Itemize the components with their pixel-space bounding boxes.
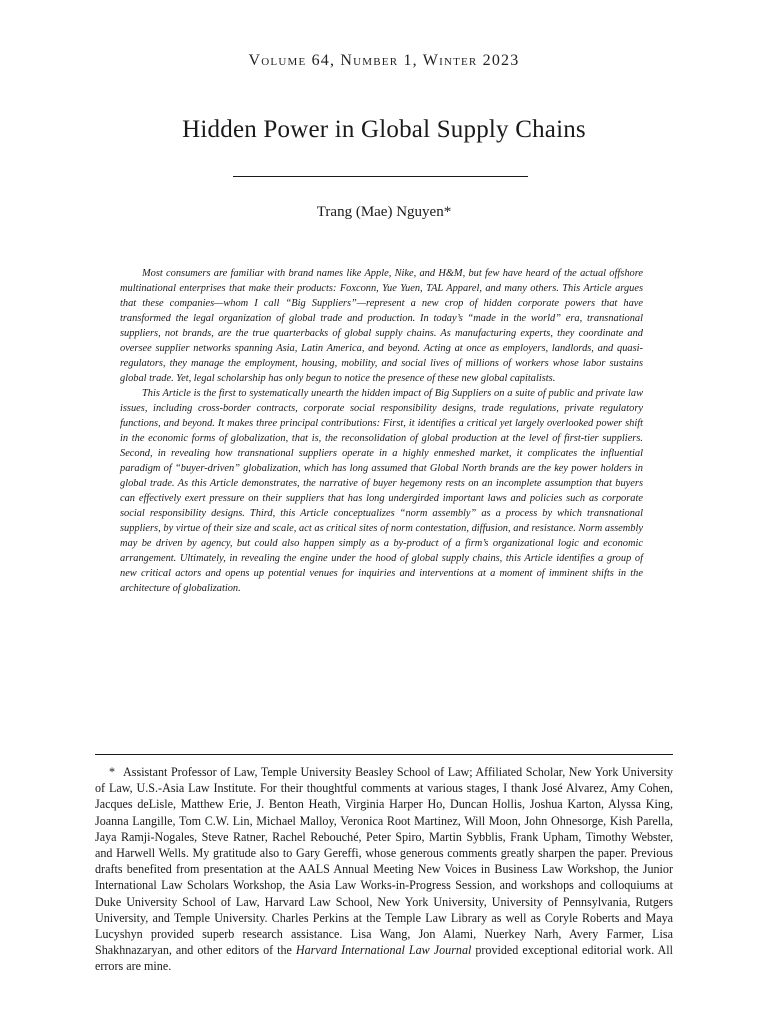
footnote-text: Assistant Professor of Law, Temple University Beasley School of Law; Affiliated Scholar, New York University of Law, U.S.-Asia Law Institute. For their thoughtful comments at various stages, I thank José Alvarez, Amy Cohen, Jacques deLisle, Matthew Erie, J. Benton Heath, Virginia Harper Ho, Duncan Hollis, Joshua Karton, Alyssa King, Joanna Langille, Tom C.W. Lin, Michael Malloy, Veronica Root Martinez, Will Moon, John Ohnesorge, Kish Parella, Jaya Ramji-Nogales, Steve Ratner, Rachel Rebouché, Peter Spiro, Martin Sybblis, Frank Upham, Timothy Webster, and Harwell Wells. My gratitude also to Gary Gereffi, whose generous comments greatly sharpen the paper. Previous drafts benefited from presentation at the AALS Annual Meeting New Voices in Business Law Workshop, the Junior International Law Scholars Workshop, the Asia Law Works-in-Progress Session, and workshops and colloquiums at Duke University School of Law, Harvard Law School, New York University, University of Pennsylvania, Rutgers University, and Temple University. Charles Perkins at the Temple Law Library as well as Coryle Roberts and Maya Lucyshyn provided superb research assistance. Lisa Wang, Jon Alami, Nuerkey Narh, Avery Farmer, Lisa Shakhnazaryan, and other editors of the	[95, 765, 673, 958]
footnote-text-end: provided exceptional editorial work. All errors are mine.	[95, 943, 673, 974]
abstract	[120, 266, 643, 596]
article-title: Hidden Power in Global Supply Chains	[182, 116, 586, 143]
footnote-divider	[95, 754, 673, 755]
abstract-paragraph-1: Most consumers are familiar with brand names like Apple, Nike, and H&M, but few have heard of the actual offshore multinational enterprises that make their products: Foxconn, Yue Yuen, TAL Apparel, and many others. This Article argues that these companies—whom I call “Big Suppliers”—represent a new crop of hidden corporate powers that have transformed the legal organization of global trade and production. In today’s “made in the world” era, transnational suppliers, not brands, are the true quarterbacks of global supply chains. As manufacturing experts, they coordinate and oversee supplier networks spanning Asia, Latin America, and beyond. Acting at once as employers, landlords, and quasi-regulators, they manage the employment, housing, mobility, and social lives of millions of workers whose labor sustains global trade. Yet, legal scholarship has only begun to notice the presence of these new global capitalists.	[120, 268, 643, 384]
abstract-paragraph-2: This Article is the first to systematically unearth the hidden impact of Big Suppliers on a suite of public and private law issues, including cross-border contracts, corporate social responsibility designs, trade regulations, private regulatory functions, and beyond. It makes three principal contributions: First, it identifies a critical yet largely overlooked power shift in the economic forms of globalization, that is, the reconsolidation of global production at the level of first-tier suppliers. Second, in revealing how transnational suppliers operate in a highly enmeshed market, it complicates the influential paradigm of “buyer-driven” globalization, which has long assumed that Global North brands are the key power holders in global trade. As this Article demonstrates, the narrative of buyer hegemony rests on an incomplete assumption that buyers can effectively exert pressure on their suppliers that has long undergirded important laws and policies such as corporate social responsibility designs. Third, this Article conceptualizes “norm assembly” as a process by which transnational suppliers, by virtue of their size and scale, act as critical sites of norm contestation, diffusion, and resistance. Norm assembly may be driven by agency, but could also happen simply as a by-product of a firm’s organizational logic and economic arrangement. Ultimately, in revealing the engine under the hood of global supply chains, this Article identifies a group of new critical actors and opens up potential venues for inquiries and interventions at a moment of imminent shifts in the architecture of globalization.	[120, 388, 643, 594]
author-footnote	[95, 764, 673, 975]
author-byline: Trang (Mae) Nguyen*	[316, 204, 452, 220]
footnote-marker: *	[109, 765, 116, 779]
title-divider	[233, 176, 528, 177]
footnote-journal-name: Harvard International Law Journal	[295, 943, 472, 958]
running-head: Volume 64, Number 1, Winter 2023	[248, 52, 520, 69]
